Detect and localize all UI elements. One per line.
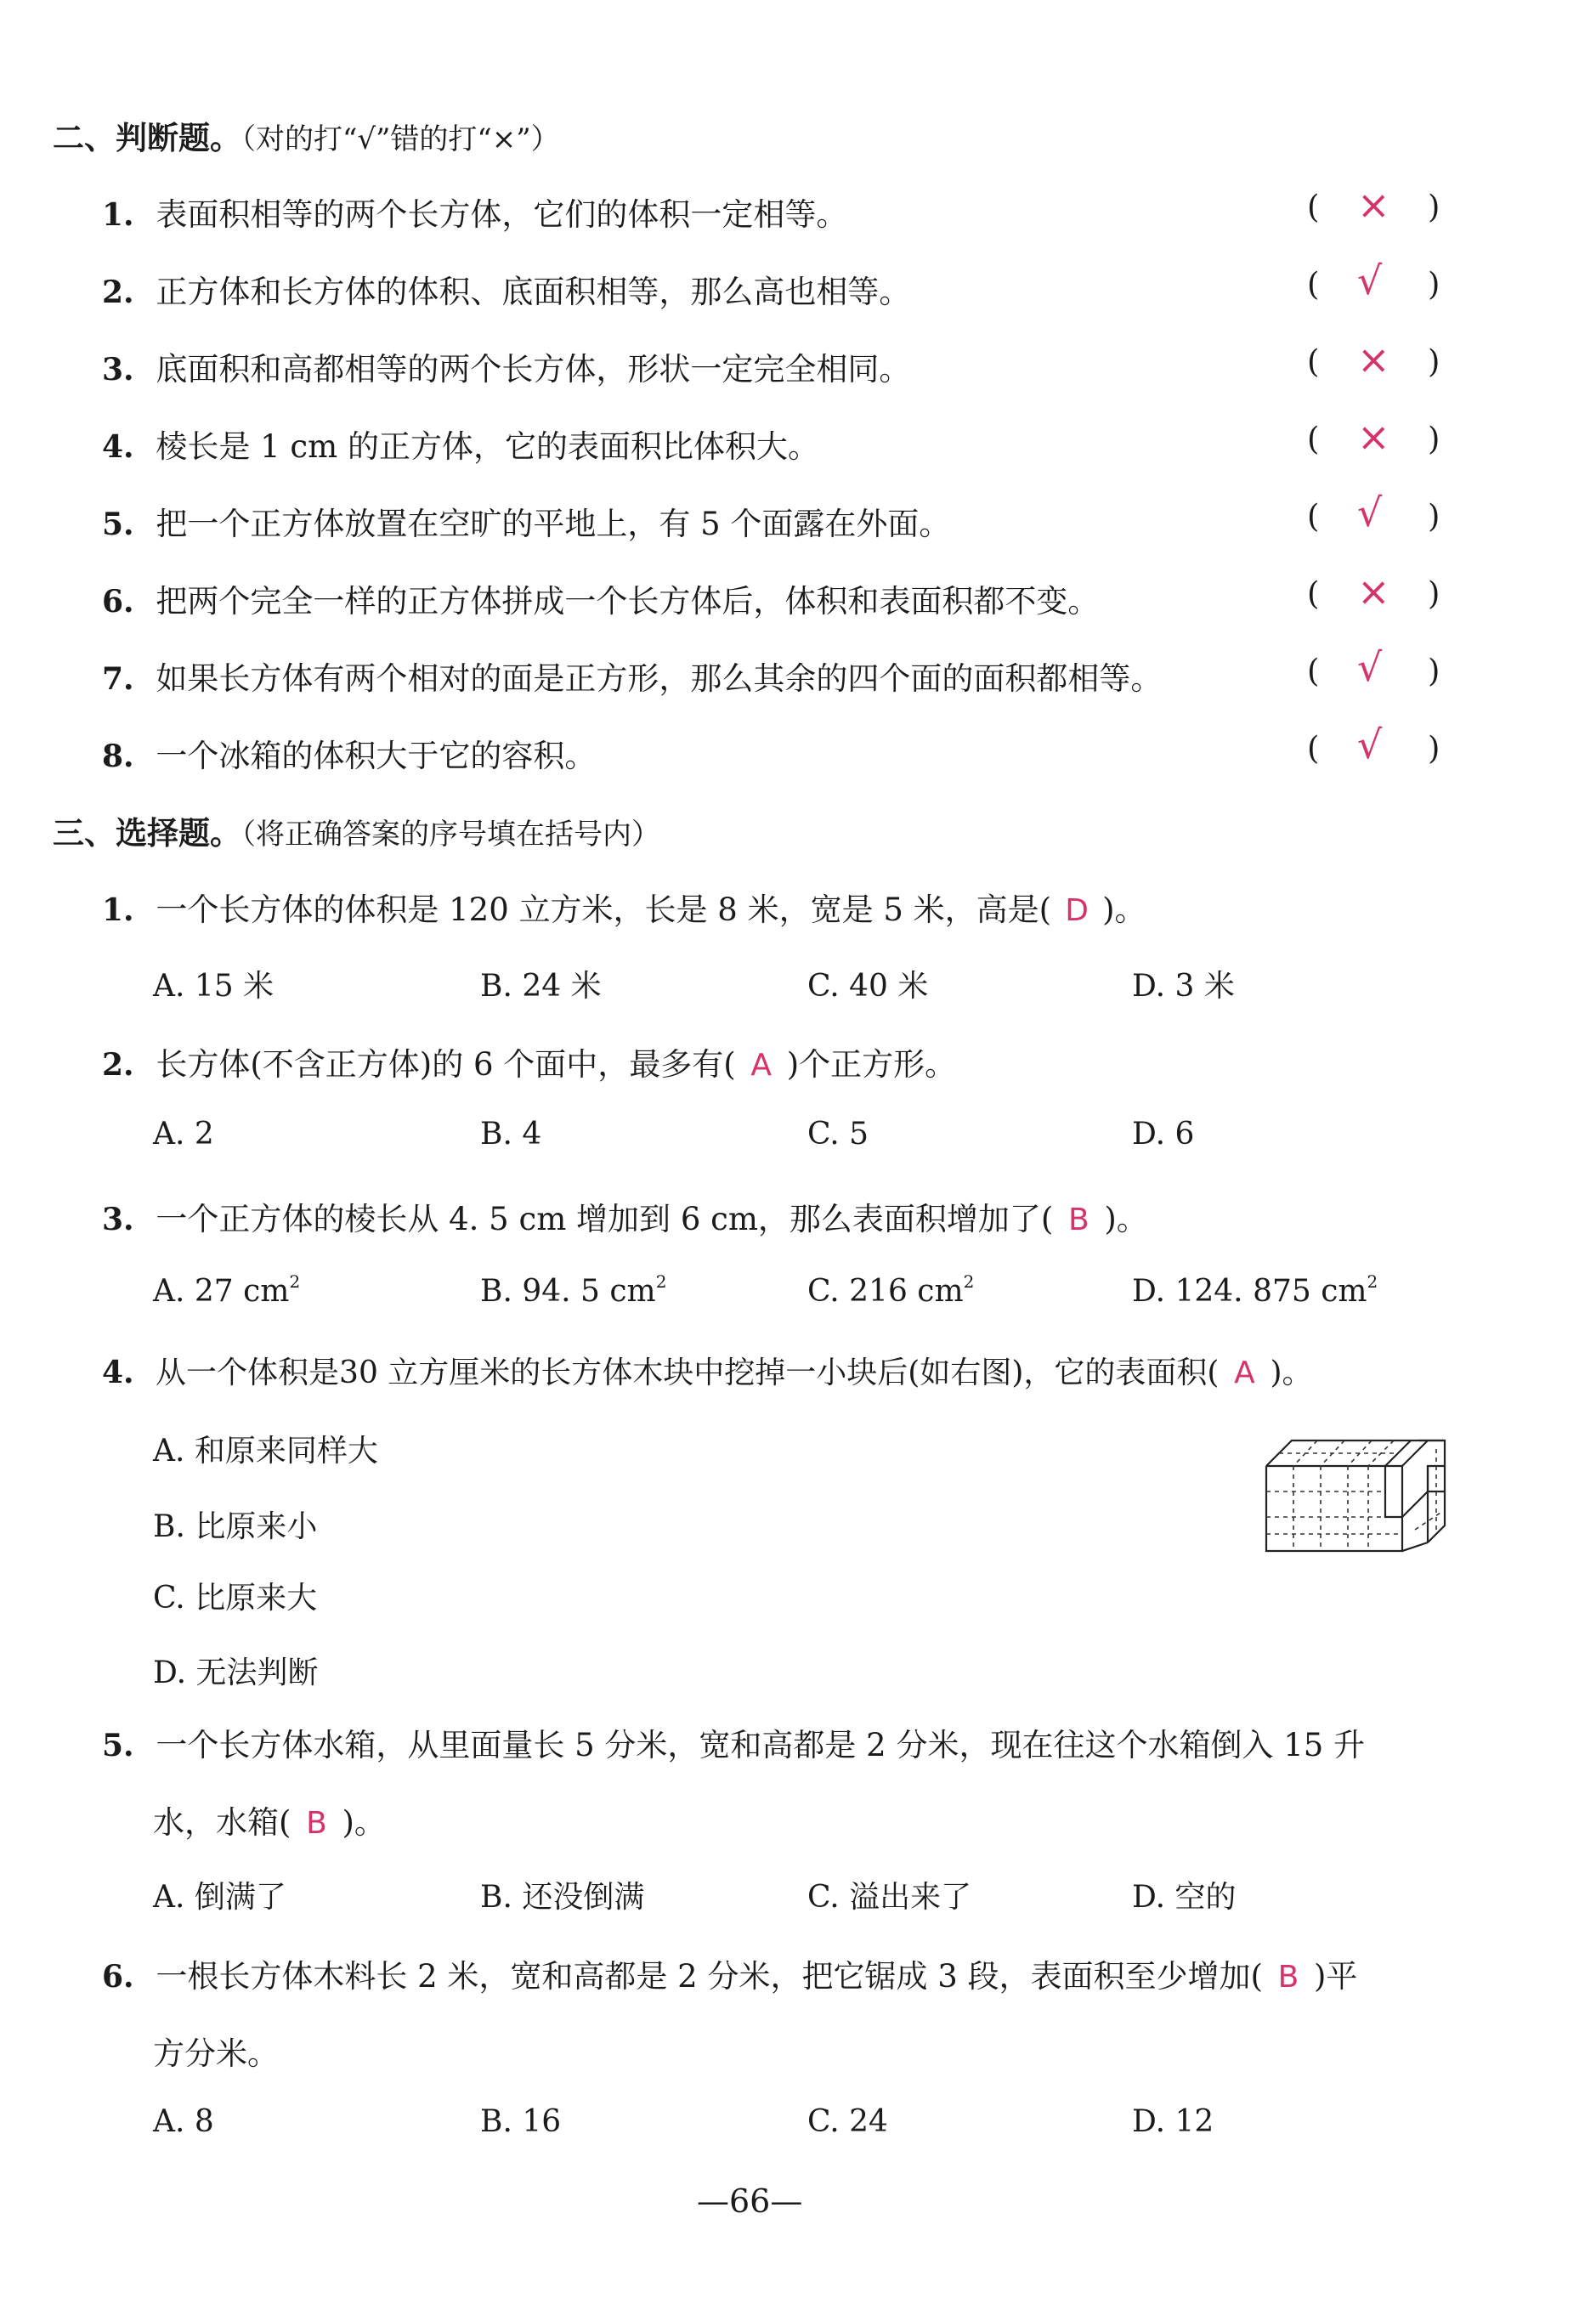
section3-heading — [53, 807, 660, 853]
option-c: C. 溢出来了 — [807, 1880, 972, 1915]
question-text-end: )平 — [1313, 1958, 1358, 1995]
item-text: 棱长是 1 cm 的正方体，它的表面积比体积大。 — [156, 428, 819, 465]
question-text-end: )个正方形。 — [786, 1046, 957, 1083]
question-number: 4. — [102, 1355, 134, 1390]
option-c — [807, 1271, 974, 1309]
option-c: C. 比原来大 — [153, 1581, 318, 1616]
question-number: 5. — [102, 1728, 134, 1763]
paren-close: ) — [1428, 653, 1440, 689]
judgment-item-3 — [102, 343, 910, 389]
choice-question-1 — [102, 884, 1146, 930]
paren-close: ) — [1428, 730, 1440, 767]
option-b: B. 4 — [480, 1117, 542, 1152]
answer-letter: A — [750, 1048, 773, 1083]
cuboid-figure — [1258, 1424, 1453, 1559]
judgment-item-4 — [102, 421, 819, 467]
item-text: 底面积和高都相等的两个长方体，形状一定完全相同。 — [156, 351, 911, 388]
question-text: 一个长方体水箱，从里面量长 5 分米，宽和高都是 2 分米，现在往这个水箱倒入 15 升 — [156, 1727, 1366, 1763]
item-number: 4. — [102, 429, 134, 465]
option-c: C. 40 米 — [807, 969, 929, 1004]
option-text: C. 216 cm — [807, 1274, 964, 1309]
option-d — [1132, 1271, 1378, 1309]
option-b: B. 比原来小 — [153, 1509, 318, 1544]
option-d: D. 6 — [1132, 1117, 1195, 1152]
item-number: 1. — [102, 197, 134, 233]
option-text: D. 124. 875 cm — [1132, 1274, 1367, 1309]
question-number: 3. — [102, 1202, 134, 1237]
question-text: 水，水箱( — [153, 1804, 291, 1841]
option-d: D. 3 米 — [1132, 969, 1235, 1004]
judgment-item-1 — [102, 189, 847, 235]
paren-close: ) — [1428, 266, 1440, 303]
item-number: 2. — [102, 275, 134, 310]
option-d: D. 12 — [1132, 2104, 1214, 2139]
question-number: 2. — [102, 1047, 134, 1083]
paren-open: ( — [1307, 498, 1320, 535]
paren-close: ) — [1428, 498, 1440, 535]
choice-question-6 — [102, 1950, 1357, 1996]
paren-open: ( — [1307, 575, 1320, 612]
question-number: 6. — [102, 1959, 134, 1995]
section2-note: （对的打“√”错的打“×”） — [241, 122, 560, 156]
option-b: B. 24 米 — [480, 969, 602, 1004]
paren-open: ( — [1307, 653, 1320, 689]
answer-letter: D — [1065, 893, 1089, 928]
paren-open: ( — [1307, 730, 1320, 767]
item-text: 正方体和长方体的体积、底面积相等，那么高也相等。 — [156, 274, 911, 310]
unit-exponent: 2 — [289, 1271, 301, 1292]
option-b — [480, 1271, 666, 1309]
item-number: 6. — [102, 584, 134, 620]
answer-mark: × — [1357, 182, 1390, 228]
paren-open: ( — [1307, 343, 1320, 380]
item-number: 7. — [102, 661, 134, 697]
paren-close: ) — [1428, 575, 1440, 612]
item-number: 5. — [102, 507, 134, 542]
item-text: 把两个完全一样的正方体拼成一个长方体后，体积和表面积都不变。 — [156, 583, 1100, 620]
option-a: A. 2 — [153, 1117, 214, 1152]
option-a: A. 15 米 — [153, 969, 274, 1004]
unit-exponent: 2 — [655, 1271, 667, 1292]
option-d: D. 空的 — [1132, 1880, 1237, 1915]
judgment-item-8 — [102, 730, 596, 776]
option-a: A. 和原来同样大 — [153, 1434, 378, 1469]
judgment-item-6 — [102, 575, 1099, 621]
choice-question-5-line2 — [153, 1797, 386, 1842]
paren-open: ( — [1307, 421, 1320, 457]
answer-mark: √ — [1357, 644, 1383, 690]
question-text: 长方体(不含正方体)的 6 个面中，最多有( — [156, 1046, 736, 1083]
option-c: C. 5 — [807, 1117, 869, 1152]
question-text: 一个长方体的体积是 120 立方米，长是 8 米，宽是 5 米，高是( — [156, 891, 1052, 928]
option-a — [153, 1271, 300, 1309]
answer-mark: √ — [1357, 258, 1383, 303]
item-text: 一个冰箱的体积大于它的容积。 — [156, 738, 597, 774]
judgment-item-2 — [102, 266, 910, 312]
section2-heading — [53, 112, 560, 158]
answer-letter: A — [1234, 1356, 1255, 1390]
choice-question-6-line2: 方分米。 — [153, 2035, 279, 2072]
section3-title: 三、选择题。 — [53, 814, 241, 852]
answer-mark: × — [1357, 569, 1390, 614]
choice-question-3 — [102, 1193, 1148, 1239]
question-number: 1. — [102, 892, 134, 928]
item-text: 表面积相等的两个长方体，它们的体积一定相等。 — [156, 196, 848, 233]
option-d: D. 无法判断 — [153, 1656, 319, 1690]
item-text: 把一个正方体放置在空旷的平地上，有 5 个面露在外面。 — [156, 506, 951, 542]
question-text: 一根长方体木料长 2 米，宽和高都是 2 分米，把它锯成 3 段，表面积至少增加( — [156, 1958, 1263, 1995]
option-b: B. 16 — [480, 2104, 562, 2139]
question-text-end: )。 — [1102, 891, 1146, 928]
answer-mark: √ — [1357, 722, 1383, 767]
answer-mark: × — [1357, 414, 1390, 460]
question-text-end: )。 — [1104, 1201, 1148, 1237]
question-text: 一个正方体的棱长从 4. 5 cm 增加到 6 cm，那么表面积增加了( — [156, 1201, 1054, 1237]
answer-mark: √ — [1357, 490, 1383, 535]
question-text-end: )。 — [342, 1804, 386, 1841]
paren-close: ) — [1428, 343, 1440, 380]
question-text-end: )。 — [1270, 1356, 1313, 1390]
choice-question-5 — [102, 1719, 1365, 1765]
page-number: —66— — [697, 2182, 803, 2220]
option-text: A. 27 cm — [153, 1274, 290, 1309]
option-b: B. 还没倒满 — [480, 1880, 645, 1915]
paren-open: ( — [1307, 189, 1320, 225]
section2-title: 二、判断题。 — [53, 119, 241, 156]
option-a: A. 倒满了 — [153, 1880, 286, 1915]
judgment-item-7 — [102, 653, 1162, 699]
unit-exponent: 2 — [963, 1271, 975, 1292]
answer-letter: B — [306, 1806, 327, 1841]
option-text: B. 94. 5 cm — [480, 1274, 656, 1309]
choice-question-2 — [102, 1039, 956, 1084]
item-text: 如果长方体有两个相对的面是正方形，那么其余的四个面的面积都相等。 — [156, 660, 1163, 697]
section3-note: （将正确答案的序号填在括号内） — [241, 818, 660, 852]
answer-letter: B — [1068, 1203, 1089, 1237]
answer-mark: × — [1357, 337, 1390, 382]
choice-question-4 — [102, 1349, 1312, 1392]
question-text: 从一个体积是30 立方厘米的长方体木块中挖掉一小块后(如右图)，它的表面积( — [156, 1356, 1220, 1390]
answer-letter: B — [1277, 1960, 1299, 1995]
paren-close: ) — [1428, 189, 1440, 225]
item-number: 3. — [102, 352, 134, 388]
unit-exponent: 2 — [1367, 1271, 1378, 1292]
item-number: 8. — [102, 739, 134, 774]
judgment-item-5 — [102, 498, 950, 544]
option-c: C. 24 — [807, 2104, 888, 2139]
paren-close: ) — [1428, 421, 1440, 457]
option-a: A. 8 — [153, 2104, 214, 2139]
paren-open: ( — [1307, 266, 1320, 303]
